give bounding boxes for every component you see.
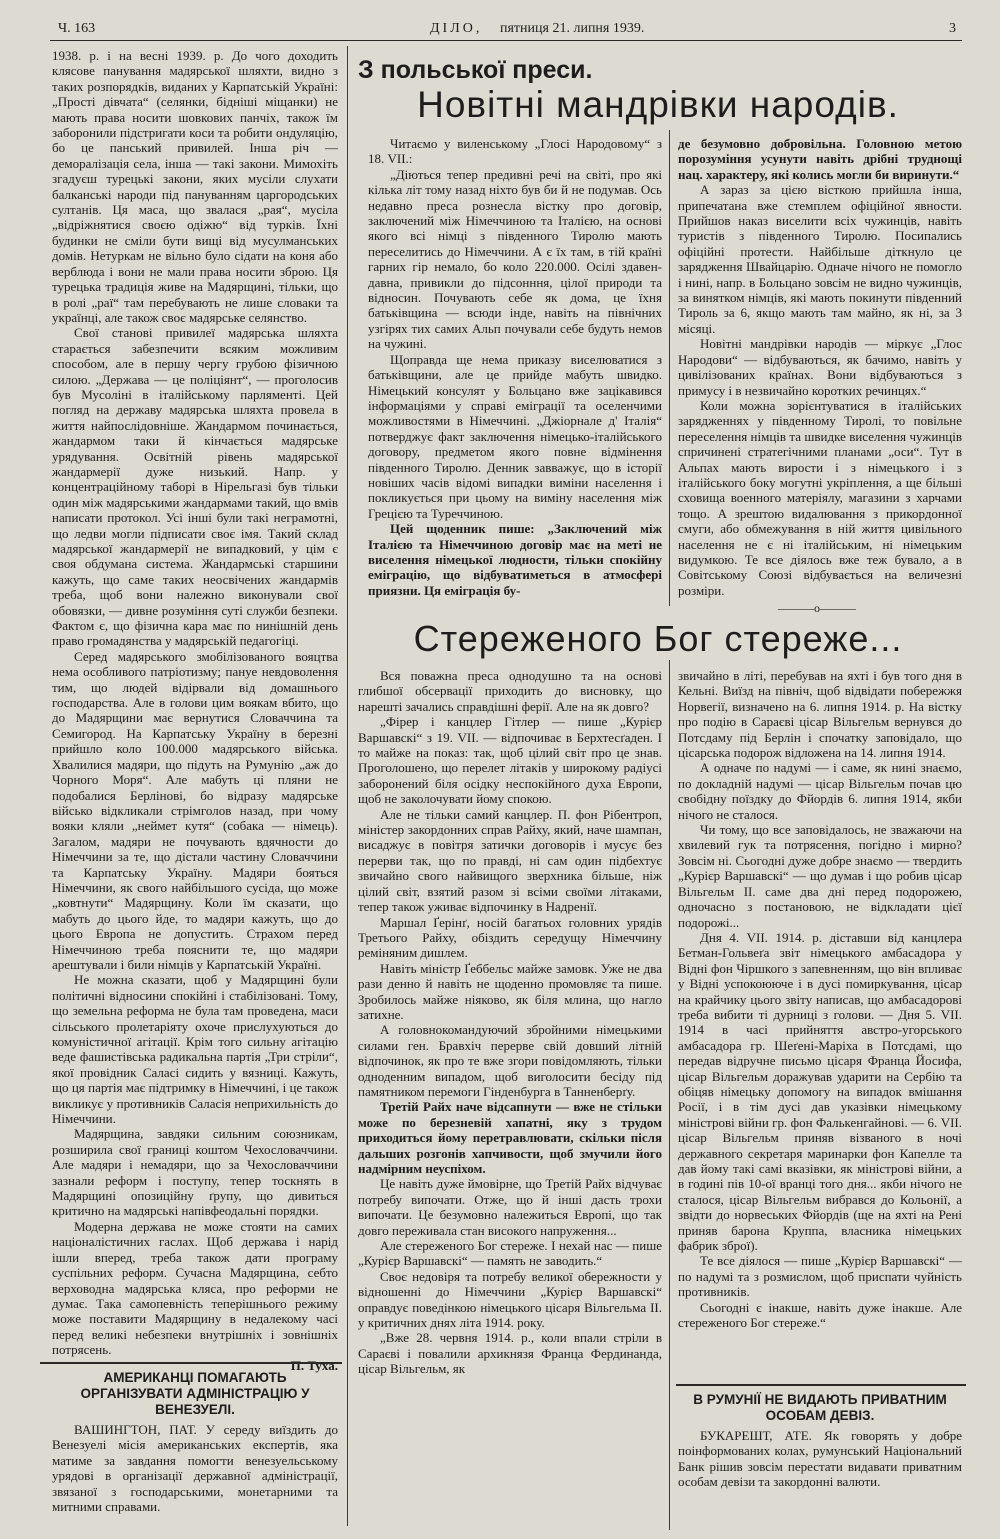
news-headline: АМЕРИКАНЦІ ПОМАГАЮТЬ ОРГАНІЗУВАТИ АДМІНІСТРАЦІЮ У ВЕНЕЗУЕЛІ. xyxy=(80,1370,310,1417)
paragraph: Навіть міністр Ґеббельс майже замовк. Уже не два рази денно й навіть не щоденно промовляє та пише. Зробилось майже ніяково, як біля млина, що нагло затихне. xyxy=(358,960,662,1022)
paragraph: Але стереженого Бог стереже. І нехай нас — пише „Курієр Варшавскі“ — память не заводить.“ xyxy=(358,1238,662,1269)
column-rule xyxy=(669,130,670,606)
section-rule xyxy=(676,1384,966,1386)
paragraph: Коли можна зорієнтуватися в італійських зарядженнях у південному Тиролі, то повільне переселення німців та швидке виселення чужинців спричинені стратегічними планами „оси“. Тут в Альпах мають вирости і з німецького і з італійського боку могутні укріплення, а ще більші сховища военного матеріялу, магазини з харчами тощо. А зрештою видалювання з прикордонної смуги, або обмежування в ній життя цивільного населення не є ні італійським, ні німецьким видумкою. Те все діялось вже теж бувало, а в Совітському Союзі відбувається на величезні розміри. xyxy=(678,397,962,598)
issue-number: Ч. 163 xyxy=(58,21,96,36)
author-signature: П. Туха. xyxy=(290,1357,338,1373)
paragraph: Не можна сказати, щоб у Мадярщині були політичні відносини спокійні і стабілізовані. Тому, що земельна реформа не була там проведена, маси сільського пролетаріяту охоче прислухуються до комуністичної агітації. Крім того сильну агітацію веде фашистівська радикальна партія „Три стріли“, якої провідник Саласі сидить у вязниці. Кажуть, що ця партія має підтримку в Німеччині, і це також викликує у противників Саласія неприхильність до Німеччини. xyxy=(52,972,338,1127)
paragraph: 1938. р. і на весні 1939. р. До чого доходить клясове панування мадярської шляхти, видно з таких розпорядків, виданих у Карпатській Україні: „Прості дівчата“ (селянки, бідніші міщанки) не мають права носити шовкових панчіх, також їм заборонили підстригати коси та робити ондуляцію, бо це панський привилей. Інша річ — деморалізація села, інша — такі закони. Мимохіть згадуєш турецькі закони, яких мусіли слухати балканські народи під пануванням царгородських султанів. Ця маса, що звалася „рая“, мусіла „відріжнятися своєю одіжю“ від турків. Їхні будинки не сміли бути вищі від мусулманських домів. Нетуркам не вільно було сідати на коня або верблюда і вони не мали права носити зброю. Ця турецька традиція живе на Мадярщині, тільки, що в ролі „раї“ там перебувають не лише словаки та українці, але також своє мадярське селянство. xyxy=(52,48,338,325)
news-venezuela xyxy=(52,1370,338,1530)
running-header xyxy=(50,18,962,41)
news-headline: В РУМУНІЇ НЕ ВИДАЮТЬ ПРИВАТНИМ ОСОБАМ ДЕВІЗ. xyxy=(693,1392,947,1423)
paragraph: А одначе по надумі — і саме, як нині знаємо, по докладній надумі — цісар Вільгельм почав цю свобідну поїздку до Фйордів 6. липня 1914, якби нічого не сталося. xyxy=(678,760,962,822)
paragraph: звичайно в літі, перебував на яхті і був того дня в Кельні. Виїзд на північ, щоб відвідати побережжя Норвегії, визначено на 6. липня 1914. р. На вістку про подію в Сараєві цісар Вільгельм вернувся до Потсдаму під Берлін і спочатку заповідало, що цісарська подорож відложена на 14. липня 1914. xyxy=(678,668,962,761)
polish-press-col2 xyxy=(678,136,962,606)
paragraph: Маршал Ґерінґ, носій багатьох головних урядів Третього Райху, обіздить середущу Німеччину реміняним дишлем. xyxy=(358,914,662,961)
paragraph: Модерна держава не може стояти на самих націоналістичних гаслах. Щоб держава і нарід ішли вперед, треба також дати програму суспільних реформ. Сучасна Мадярщина, себто верховодна мадярська кляса, про реформи не думає. Така самопевність теперішнього режиму може поставити Мадярщину в недалекому часі перед великі небезпеки внутрішніх і зовнішніх потрясень. xyxy=(52,1218,338,1358)
paragraph: Щоправда ще нема приказу виселюватися з батьківщини, але це прийде мабуть швидко. Німецький консулят у Больцано вже зацікавився інформаціями у справі еміграції та оселенчими можливостями в Німеччині. „Джіорнале д' Італія“ потверджує факт заключення німецько-італійського договору, предметом якого повне відмінення південного Тиролю. Денник завважує, що в історії новіших часів відомі випадки виміни населення і покликується при цьому на виміну населення між Грецією та Туреччиною. xyxy=(368,351,662,521)
paragraph: Третій Райх наче відсапнути — вже не стільки може по березневій хапатні, яку з трудом приходиться йому перетравлювати, скільки після дальших розгонів хапчивости, щоб змучили його надмірним неуспіхом. xyxy=(358,1099,662,1176)
paragraph: Сьогодні є інакше, навіть дуже інакше. Але стереженого Бог стереже.“ xyxy=(678,1299,962,1331)
paragraph: Дня 4. VII. 1914. р. діставши від канцлера Бетман-Гольвеґа звіт німецького амбасадора у Відні фон Чіршкого з запевненням, що він впливає у Відні успокоюючe і в дусі помиркування, цісар на крайчику цього звіту написав, що амбасадорові треба вибити ті дурниці з голови. — Дня 5. VII. 1914 в часі прийняття австро-угорського амбасадора гр. Шеґені-Маріха в Потсдамі, що передав відручне письмо цісаря Франца Йосифа, цісар Вільгельм доражував ударити на Сербію та обіцяв німецьку допомогу на випадок вмішання Росії, і в тім дусі дав указівки німецькому міністрові війни гр. фон Фалькенгайнові. — 6. VII. цісар Вільгельм приняв візваного в ночі державного секретаря маринарки фон Капелле та дав йому такі самі вказівки, як міністрові війни, а в годині пів 10-ої вранці того дня... якби нічого не сталося, цісар Вільгельм вибрався до Кольонії, а звідти до норвеських Фйордів (ще на яхті на Рені приняв барона Круппа, власника німецьких фабрик зброї). xyxy=(678,929,962,1254)
paragraph: Серед мадярського змобілізованого вояцтва нема особливого патріотизму; пануе невдоволення тим, що людей відірвали від домашнього господарства. Але в голови цим воякам вбито, що до Мадярщини має вернутися Словаччина та Семигород. На Карпатську Україну в березні прийшло коло 100.000 мадярського війська. Хвалилися мадяри, що підуть на Румунію „аж до Чорного Моря“. Але мабуть ці пляни не подобалися Берлінові, бо відразу мадярське військо відкликали стрімголов назад, при чому вояки кляли „неймет кутя“ (собака — німець). Загалом, мадяри не почувають вдячности до Німеччини за те, що дістали частину Словаччини та Карпатську Україну. Мадяри бояться Німеччини, як свого найбільшого сусіда, що може „ковтнути“ Мадярщину. Коли їм сказати, що мабуть до цього йде, то мадяри кажуть, що до цього Европа не допустить. Страхом перед Німеччиною треба пояснити те, що мадяри арештували і били німців у Карпатській Україні. xyxy=(52,648,338,972)
paragraph: Чи тому, що все заповідалось, не зважаючи на хвилевий гук та потрясення, погідно і мирно? Зовсім ні. Сьогодні дуже добре знаємо — твердить „Курієр Варшавскі“ — що думав і що робив цісар Вільгельм II. саме два дні перед подорожею, одночасно з постановою, не відкладати цієї подорожі... xyxy=(678,822,962,930)
paragraph: де безумовно добровільна. Головною метою порозуміння усунути навіть дрібні труднощі нац. характеру, які колись могли би виринути.“ xyxy=(678,136,962,182)
paragraph: Те все діялося — пише „Курієр Варшавскі“ — по надумі та з розмислом, щоб приспати чуйність противників. xyxy=(678,1253,962,1300)
paragraph: „Фірер і канцлер Гітлер — пише „Курієр Варшавскі“ з 19. VII. — відпочиває в Берхтесґаден. І то майже на показ: так, щоб цілий світ про це знав. Проголошено, що перелет літаків у широкому радіусі заборонений біля осідку неспокійного духа Европи, щоб не заколочувати йому спокою. xyxy=(358,714,662,807)
column-rule xyxy=(347,46,348,1526)
polish-press-col1 xyxy=(368,136,662,614)
paragraph: Це навіть дуже ймовірне, що Третій Райх відчуває потребу випочати. Отже, що й інші дасть трохи випочати. Це безумовно належиться Европі, що так довго переживала стан високого напруження... xyxy=(358,1176,662,1238)
section-rule xyxy=(40,1362,342,1364)
paragraph: „Вже 28. червня 1914. р., коли впали стріли в Сараєві і повалили архикнязя Франца Фердинанда, цісар Вільгельм, як xyxy=(358,1330,662,1377)
paragraph: Цей щоденник пише: „Заключений між Італією та Німеччиною договір має на меті не виселення німецької людности, тільки спокійну еміграцію, що відбуватиметься в атмосфері приязни. Ця еміграція бу- xyxy=(368,521,662,598)
issue-date: пятниця 21. липня 1939. xyxy=(500,21,645,36)
column-rule xyxy=(669,660,670,1530)
news-text: ВАШИНГТОН, ПАТ. У середу виїздить до Венезуелі місія американських експертів, яка матиме за завдання помогти венезуельському урядові в організації державної адміністрації, звязаної з господарськими, монетарними та митними справами. xyxy=(52,1422,338,1515)
article-headline: Новітні мандрівки народів. xyxy=(417,84,899,125)
guarded-col1 xyxy=(358,668,662,1530)
paragraph: Але не тільки самий канцлер. П. фон Рібентроп, міністер закордонних справ Райху, який, наче шампан, висаджує в повітря затички договорів і мусує без перерви так, що по правді, ні сам один підбехтує звичайно свого найвищого зверхника більше, ніж цілий світ, взятий разом зі всіми своїми літаками, тепер також уживає відпочинку в Надренії. xyxy=(358,806,662,915)
page-number: 3 xyxy=(949,21,956,36)
paragraph: А зараз за цією вісткою прийшла інша, припечатана вже стемплем офіційної явности. Прийшов наказ виселити всіх чужинців, навіть туристів з південного Тиролю. Посипались офіційні протести. Найбільше діткнуло це зарядження Швайцарію. Одначе нічого не помогло і нині, напр. в Больцано зовсім не видно чужинців, за винятком німців, які мають покинути південний Тироль за 6, якщо мають там майно, як ні, за 3 місяці. xyxy=(678,182,962,336)
paragraph: Новітні мандрівки народів — міркує „Глос Народови“ — відбуваються, як бачимо, навіть у цивілізованих країнах. Вони відбуваються з примусу і в незвичайно коротких речинцях.“ xyxy=(678,336,962,398)
paragraph: Свої станові привилеї мадярська шляхта старається забезпечити всяким можливим способом, але в першу чергу грубою фізичною силою. „Держава — це поліціянт“, — проголосив був Мусоліні в італійському парляменті. Цей погляд на державу мадярська шляхта провела в життя найпослідовніше. Жандармом починається, жандармом таки й кінчається мадярське урядування. Освітній рівень мадярської жандармерії дуже низький. Напр. у концентраційному таборі в Нірельгазі був тільки один між мадярськими жандармами такий, що вмів написати протокол. Усі інші були такі неграмотні, що ледви могли підписати своє імя. Такий склад мадярської жандармерії не випадковий, у цім є своя обдумана система. Жандармські старшини кажуть, що саме таких неосвічених жандармів треба, щоб вони належно виконували свої обовязки, — дивне розуміння суті служби безпеки. Фактом є, що фізична кара має по нинішній день право громадянства у мадярській педагогіці. xyxy=(52,325,338,649)
paragraph: Читаємо у виленському „Глосі Народовому“ з 18. VII.: xyxy=(368,136,662,167)
left-article xyxy=(52,48,338,1373)
article-headline: Стереженого Бог стереже... xyxy=(413,618,903,659)
paragraph: Мадярщина, завдяки сильним союзникам, розширила свої границі коштом Чехословаччини. Але мадяри і немадяри, що за Чехословаччини зазнали реформ і поступу, тепер тоскнять в Мадярщині опозиційну ґрупу, що дивиться критично на мадярські напівфеодальні порядки. xyxy=(52,1126,338,1219)
news-text: БУКАРЕШТ, АТЕ. Як говорять у добре поінформованих колах, румунський Національний Банк рішив зовсім перестати видавати приватним особам девізи та закордонні валюти. xyxy=(678,1428,962,1490)
news-romania xyxy=(678,1392,962,1530)
paragraph: А головнокомандуючий збройними німецькими силами ген. Бравхіч перерве свій довший літній відпочинок, як про те вже згори повідомляють, тільки одноденним випадом, щоб виголосити бесіду під памятником перемоги Гінденбурга в Танненберґу. xyxy=(358,1022,662,1099)
paragraph: „Діються тепер предивні речі на світі, про які кілька літ тому назад ніхто був би й не подумав. Ось недавно преса рознесла вістку про договір, заключений між Німеччиною та Італією, на основі якого всі німці з південного Тиролю мають переселитись до Німеччини. А є їх там, в тій країні гарних гір немало, бо коло 220.000. Осілі здавен-давна, привикли до підсонння, цілої природи та відносин. Почувають себе як дома, це їхня батьківщина — всюди інде, навіть на північних узгірях тих самих Альп почували себе будуть немов на чужині. xyxy=(368,166,662,352)
paragraph: Вся поважна преса однодушно та на основі глибшої обсервації приходить до висновку, що нарешті зачались справдішні ферії. Але на як довго? xyxy=(358,668,662,714)
ornament-rule: ———o——— xyxy=(778,601,856,615)
paragraph: Своє недовіря та потребу великої обережности у відношенні до Німеччини „Курієр Варшавскі“ оправдує поведінкою німецького цісаря Вільгельма II. у критичних днях літа 1914. року. xyxy=(358,1268,662,1331)
section-kicker: З польської преси. xyxy=(358,56,593,84)
guarded-col2 xyxy=(678,668,962,1364)
paper-title: ДІЛО, xyxy=(430,21,483,36)
